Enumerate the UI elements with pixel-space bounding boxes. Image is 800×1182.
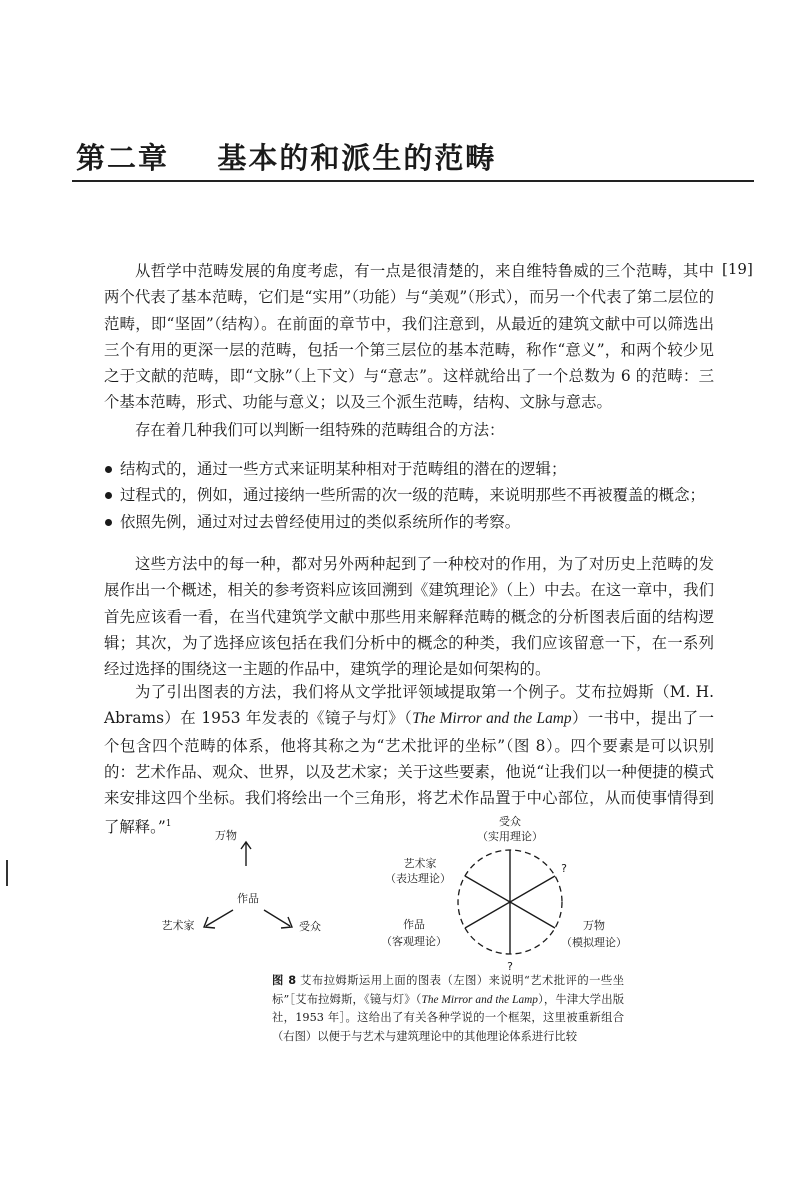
list-item: 结构式的，通过一些方式来证明某种相对于范畴组的潜在的逻辑； — [104, 456, 724, 482]
footnote-mark: 1 — [165, 819, 172, 830]
arrow-left — [206, 910, 233, 926]
right-label-question-2: ? — [507, 960, 513, 973]
figure-label: 图 8 — [272, 974, 297, 987]
caption-text-b: ），牛津大学出版社，1953 年］。这给出了有关各种学说的一个框架，这里被重新组合（右图）以便于与艺术与建筑理论中的其他理论体系进行比较 — [272, 992, 624, 1043]
right-label-top-sub: （实用理论） — [477, 830, 543, 843]
arrow-left-head — [204, 917, 215, 928]
list-item: 依照先例，通过对过去曾经使用过的类似系统所作的考察。 — [104, 509, 724, 535]
book-title-italic: The Mirror and the Lamp — [412, 710, 572, 728]
right-label-lower-right-sub: （模拟理论） — [561, 936, 627, 949]
figure-8-diagrams — [140, 812, 640, 982]
right-label-lower-left: 作品 — [403, 918, 425, 931]
right-label-lower-right: 万物 — [583, 919, 605, 932]
left-triangle-diagram — [162, 828, 322, 933]
left-label-right: 受众 — [299, 920, 321, 933]
left-label-left: 艺术家 — [161, 919, 195, 932]
list-item: 过程式的，例如，通过接纳一些所需的次一级的范畴，来说明那些不再被覆盖的概念； — [104, 482, 724, 508]
right-label-upper-left: 艺术家 — [403, 857, 437, 870]
caption-text-a: 艾布拉姆斯运用上面的图表（左图）来说明“艺术批评的一些坐标”［艾布拉姆斯，《镜与灯》（ — [272, 974, 624, 1006]
scan-edge-mark — [6, 860, 8, 886]
method-list — [104, 456, 724, 535]
paragraph-4-text-a: 为了引出图表的方法，我们将从文学批评领域提取第一个例子。艾布拉姆斯（M. H. Abrams）在 1953 年发表的《镜子与灯》（ — [104, 683, 714, 728]
chapter-rule — [72, 180, 754, 182]
figure-caption — [272, 972, 624, 1046]
caption-book-title: The Mirror and the Lamp — [421, 993, 538, 1006]
arrow-right-head — [281, 917, 292, 928]
chapter-title: 第二章 基本的和派生的范畴 — [76, 141, 497, 175]
paragraph-2: 存在着几种我们可以判断一组特殊的范畴组合的方法： — [135, 421, 505, 439]
right-label-top: 受众 — [499, 815, 521, 828]
margin-page-number: [19] — [722, 260, 753, 278]
left-label-top: 万物 — [215, 829, 237, 842]
right-label-question-1: ? — [561, 862, 567, 875]
arrow-right — [264, 910, 290, 926]
left-label-center: 作品 — [237, 892, 259, 905]
right-label-upper-left-sub: （表达理论） — [385, 872, 451, 885]
right-circle-diagram — [381, 814, 627, 973]
paragraph-3: 这些方法中的每一种，都对另外两种起到了一种校对的作用，为了对历史上范畴的发展作出一个概述，相关的参考资料应该回溯到《建筑理论》（上）中去。在这一章中，我们首先应该看一看，在当代建筑学文献中那些用来解释范畴的概念的分析图表后面的结构逻辑；其次，为了选择应该包括在我们分析中的概念的种类，我们应该留意一下，在一系列经过选择的围绕这一主题的作品中，建筑学的理论是如何架构的。 — [104, 555, 714, 679]
paragraph-1: 从哲学中范畴发展的角度考虑，有一点是很清楚的，来自维特鲁威的三个范畴，其中两个代表了基本范畴，它们是“实用”（功能）与“美观”（形式），而另一个代表了第二层位的范畴，即“坚固”（结构）。在前面的章节中，我们注意到，从最近的建筑文献中可以筛选出三个有用的更深一层的范畴，包括一个第三层位的基本范畴，称作“意义”，和两个较少见之于文献的范畴，即“文脉”（上下文）与“意志”。这样就给出了一个总数为 6 的范畴：三个基本范畴，形式、功能与意义；以及三个派生范畴，结构、文脉与意志。 — [104, 262, 714, 412]
paragraph-4-text-b: ）一书中，提出了一个包含四个范畴的体系，他将其称之为“艺术批评的坐标”（图 8）。四个要素是可以识别的：艺术作品、观众、世界，以及艺术家；关于这些要素，他说“让我们以一种便捷的模式来安排这四个坐标。我们将绘出一个三角形，将艺术作品置于中心部位，从而使事情得到了解释。” — [104, 709, 714, 837]
right-label-lower-left-sub: （客观理论） — [381, 935, 447, 948]
